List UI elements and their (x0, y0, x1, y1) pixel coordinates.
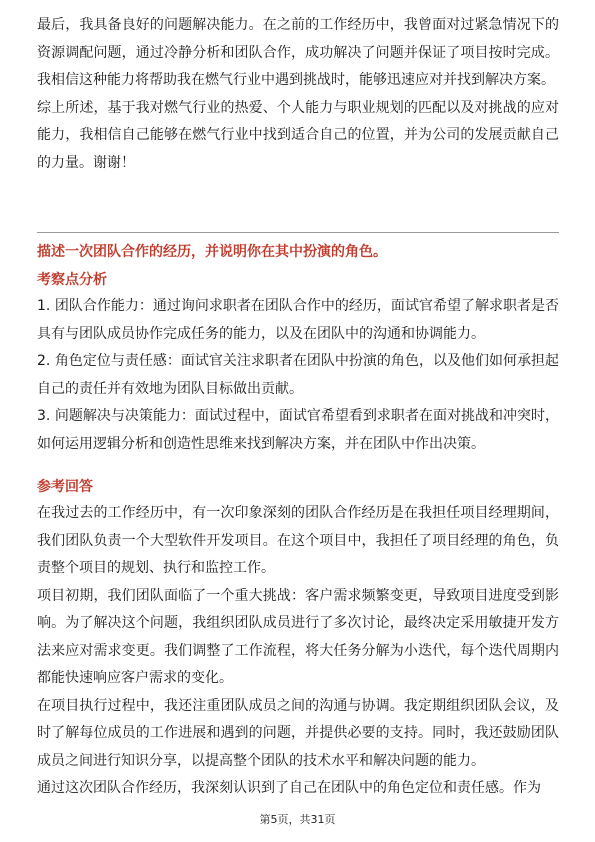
analysis-item: 3. 问题解决与决策能力：面试过程中，面试官希望看到求职者在面对挑战和冲突时，如何运用逻辑分析和创造性思维来找到解决方案，并在团队中作出决策。 (37, 408, 559, 452)
analysis-heading: 考察点分析 (37, 272, 107, 288)
paragraph: 在我过去的工作经历中，有一次印象深刻的团队合作经历是在我担任项目经理期间，我们团队负责一个大型软件开发项目。在这个项目中，我担任了项目经理的角色，负责整个项目的规划、执行和监控工作。 (37, 505, 559, 576)
analysis-item: 1. 团队合作能力：通过询问求职者在团队合作中的经历，面试官希望了解求职者是否具有与团队成员协作完成任务的能力，以及在团队中的沟通和协调能力。 (37, 298, 559, 342)
paragraph: 项目初期，我们团队面临了一个重大挑战：客户需求频繁变更，导致项目进度受到影响。为了解决这个问题，我组织团队成员进行了多次讨论，最终决定采用敏捷开发方法来应对需求变更。我们调整了工作流程，将大任务分解为小迭代，每个迭代周期内都能快速响应客户需求的变化。 (37, 587, 559, 686)
intro-section (37, 12, 559, 177)
analysis-section (37, 267, 559, 458)
paragraph: 最后，我具备良好的问题解决能力。在之前的工作经历中，我曾面对过紧急情况下的资源调配问题，通过冷静分析和团队合作，成功解决了问题并保证了项目按时完成。我相信这种能力将帮助我在燃气行业中遇到挑战时，能够迅速应对并找到解决方案。 (37, 17, 559, 88)
paragraph: 综上所述，基于我对燃气行业的热爱、个人能力与职业规划的匹配以及对挑战的应对能力，我相信自己能够在燃气行业中找到适合自己的位置，并为公司的发展贡献自己的力量。谢谢！ (37, 99, 559, 171)
section-divider (37, 232, 559, 233)
answer-heading: 参考回答 (37, 479, 93, 495)
page-number: 第5页，共31页 (259, 813, 336, 826)
paragraph: 通过这次团队合作经历，我深刻认识到了自己在团队中的角色定位和责任感。作为 (37, 780, 541, 796)
answer-section (37, 474, 559, 803)
question-title: 描述一次团队合作的经历，并说明你在其中扮演的角色。 (37, 244, 387, 260)
paragraph: 在项目执行过程中，我还注重团队成员之间的沟通与协调。我定期组织团队会议，及时了解每位成员的工作进展和遇到的问题，并提供必要的支持。同时，我还鼓励团队成员之间进行知识分享，以提高整个团队的技术水平和解决问题的能力。 (37, 697, 559, 769)
analysis-item: 2. 角色定位与责任感：面试官关注求职者在团队中扮演的角色，以及他们如何承担起自己的责任并有效地为团队目标做出贡献。 (37, 353, 559, 397)
